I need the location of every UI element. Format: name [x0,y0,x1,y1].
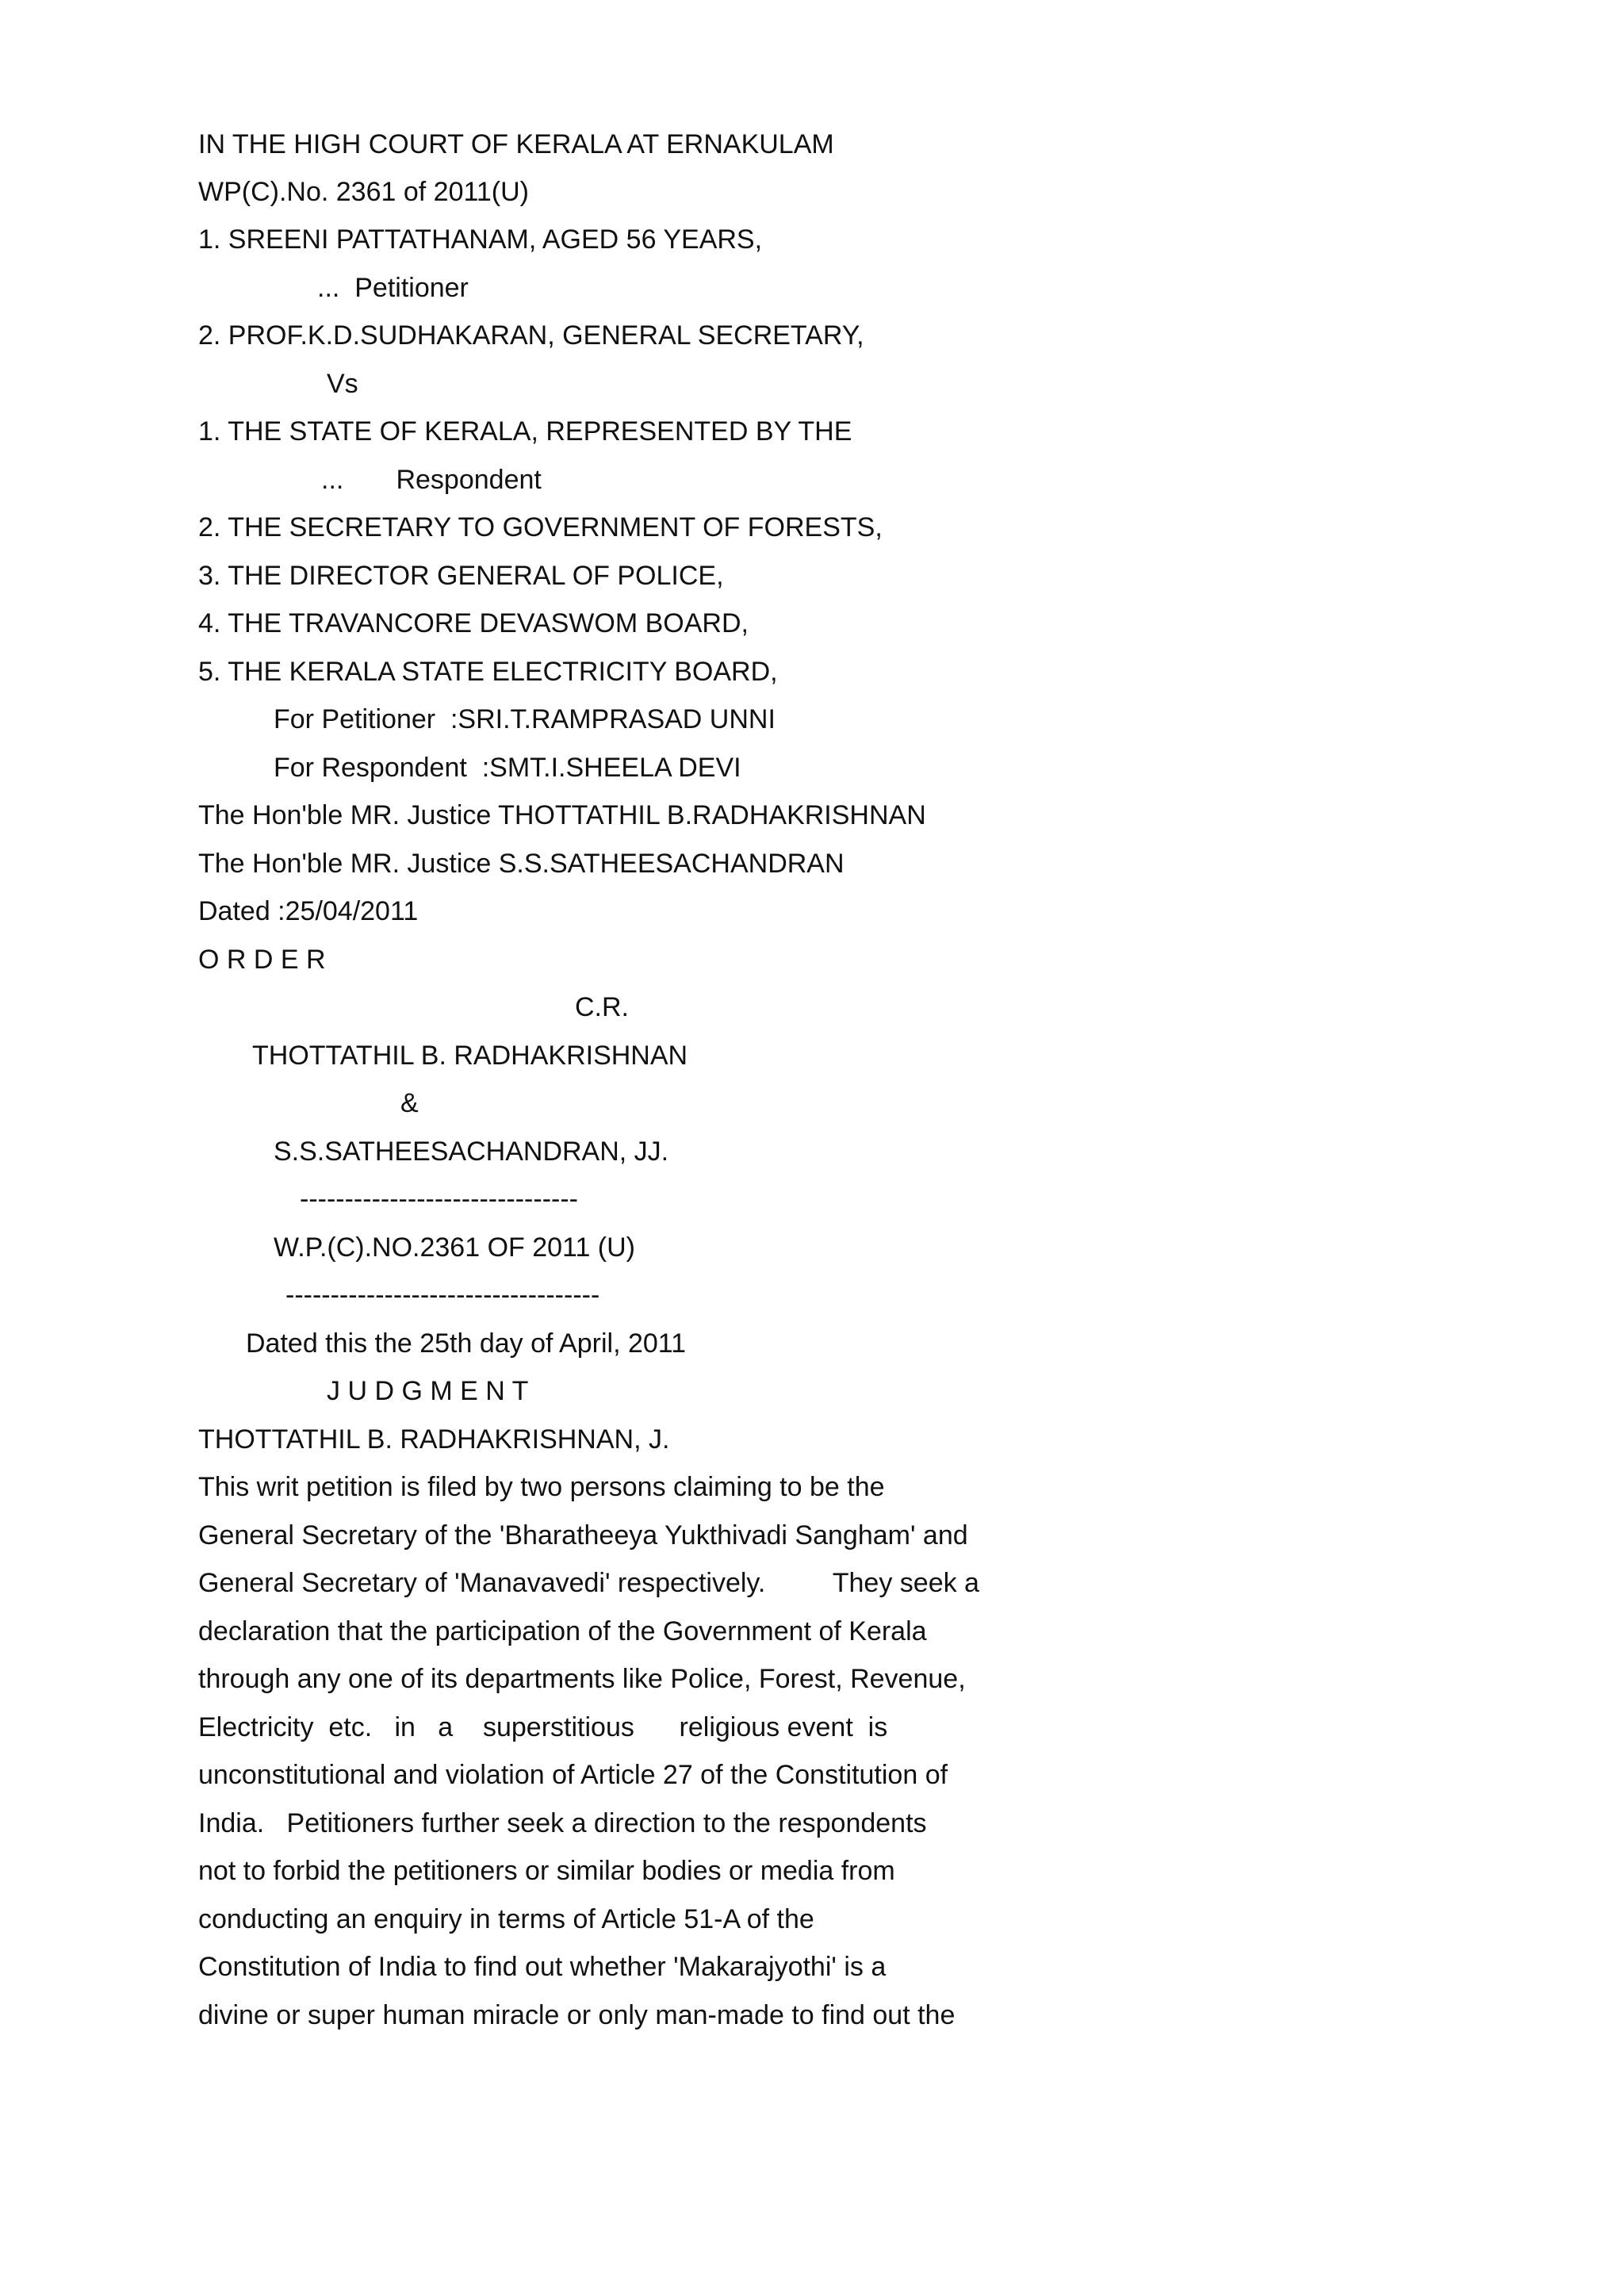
versus: Vs [327,369,358,399]
respondent-role: ... Respondent [321,465,542,495]
judge-2: The Hon'ble MR. Justice S.S.SATHEESACHANDRAN [198,849,845,879]
bench-judge-2: S.S.SATHEESACHANDRAN, JJ. [274,1137,669,1167]
dated: Dated :25/04/2011 [198,896,419,926]
body-line: not to forbid the petitioners or similar bodies or media from [198,1856,895,1886]
body-line: divine or super human miracle or only man-made to find out the [198,2000,956,2030]
rule-divider-2: ----------------------------------- [285,1280,600,1310]
cr-marker: C.R. [575,992,629,1022]
body-line: General Secretary of the 'Bharatheeya Yukthivadi Sangham' and [198,1520,968,1550]
case-number: WP(C).No. 2361 of 2011(U) [198,177,529,207]
respondent-2: 2. THE SECRETARY TO GOVERNMENT OF FORESTS, [198,512,883,542]
judge-1: The Hon'ble MR. Justice THOTTATHIL B.RADHAKRISHNAN [198,800,926,830]
respondent-5: 5. THE KERALA STATE ELECTRICITY BOARD, [198,657,778,687]
body-line: Constitution of India to find out whether 'Makarajyothi' is a [198,1952,887,1982]
judgment-author: THOTTATHIL B. RADHAKRISHNAN, J. [198,1424,670,1455]
respondent-3: 3. THE DIRECTOR GENERAL OF POLICE, [198,561,724,591]
body-line: through any one of its departments like Police, Forest, Revenue, [198,1664,966,1694]
bench-judge-1: THOTTATHIL B. RADHAKRISHNAN [252,1041,688,1071]
bench-ampersand: & [400,1088,419,1118]
counsel-petitioner: For Petitioner :SRI.T.RAMPRASAD UNNI [274,704,776,734]
body-line: unconstitutional and violation of Article 27 of the Constitution of [198,1760,948,1790]
order-heading: O R D E R [198,945,326,975]
body-line: conducting an enquiry in terms of Article 51-A of the [198,1904,814,1934]
body-line: India. Petitioners further seek a direction to the respondents [198,1808,927,1838]
body-line: This writ petition is filed by two persons claiming to be the [198,1472,885,1502]
judgment-heading: J U D G M E N T [327,1376,529,1406]
body-line: General Secretary of 'Manavavedi' respectively. They seek a [198,1568,979,1598]
body-line: Electricity etc. in a superstitious religious event is [198,1712,888,1742]
petitioner-role: ... Petitioner [317,273,469,303]
rule-divider-1: ------------------------------- [300,1184,578,1214]
respondent-1: 1. THE STATE OF KERALA, REPRESENTED BY THE [198,416,852,447]
counsel-respondent: For Respondent :SMT.I.SHEELA DEVI [274,753,741,783]
body-line: declaration that the participation of the Government of Kerala [198,1616,927,1646]
court-name: IN THE HIGH COURT OF KERALA AT ERNAKULAM [198,129,834,159]
petitioner-1: 1. SREENI PATTATHANAM, AGED 56 YEARS, [198,224,763,255]
petitioner-2: 2. PROF.K.D.SUDHAKARAN, GENERAL SECRETARY, [198,320,864,351]
respondent-4: 4. THE TRAVANCORE DEVASWOM BOARD, [198,608,749,638]
dated-full: Dated this the 25th day of April, 2011 [246,1328,687,1359]
case-number-caps: W.P.(C).NO.2361 OF 2011 (U) [274,1232,635,1263]
